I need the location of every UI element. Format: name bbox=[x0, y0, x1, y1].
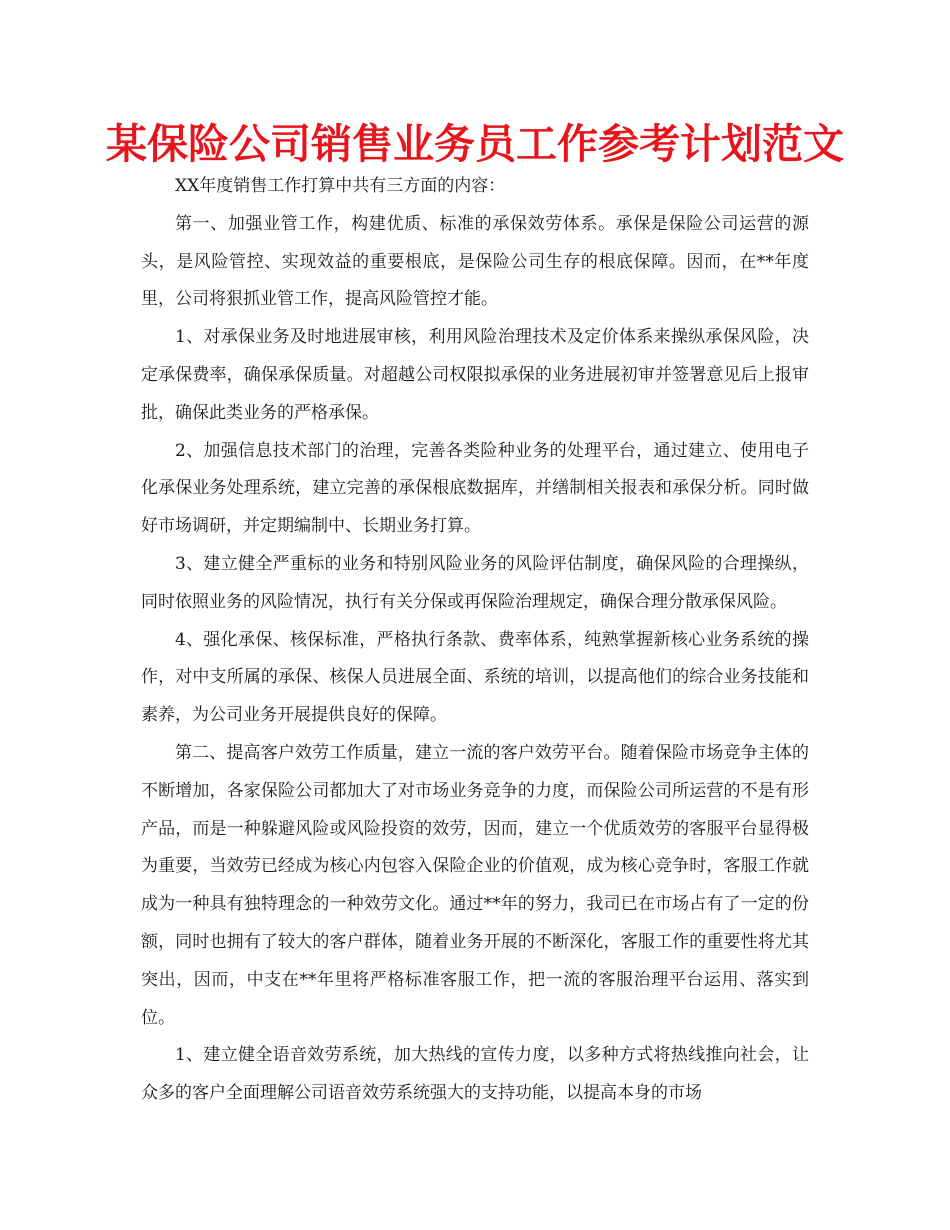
paragraph-item-1-4: 4、强化承保、核保标准，严格执行条款、费率体系，纯熟掌握新核心业务系统的操作，对中支所属的承保、核保人员进展全面、系统的培训，以提高他们的综合业务技能和素养，为公司业务开展提供良好的保障。 bbox=[141, 629, 809, 726]
paragraph-item-1-3: 3、建立健全严重标的业务和特别风险业务的风险评估制度，确保风险的合理操纵，同时依照业务的风险情况，执行有关分保或再保险治理规定，确保合理分散承保风险。 bbox=[141, 553, 809, 612]
paragraph-section-2: 第二、提高客户效劳工作质量，建立一流的客户效劳平台。随着保险市场竞争主体的不断增加，各家保险公司都加大了对市场业务竞争的力度，而保险公司所运营的不是有形产品，而是一种躲避风险或风险投资的效劳，因而，建立一个优质效劳的客服平台显得极为重要，当效劳已经成为核心内包容入保险企业的价值观，成为核心竞争时，客服工作就成为一种具有独特理念的一种效劳文化。通过**年的努力，我司已在市场占有了一定的份额，同时也拥有了较大的客户群体，随着业务开展的不断深化，客服工作的重要性将尤其突出，因而，中支在**年里将严格标准客服工作，把一流的客服治理平台运用、落实到位。 bbox=[141, 742, 809, 1028]
paragraph-item-1-1: 1、对承保业务及时地进展审核，利用风险治理技术及定价体系来操纵承保风险，决定承保费率，确保承保质量。对超越公司权限拟承保的业务进展初审并签署意见后上报审批，确保此类业务的严格承保。 bbox=[141, 327, 809, 423]
document-title: 某保险公司销售业务员工作参考计划范文 bbox=[106, 120, 844, 168]
document-body bbox=[141, 168, 809, 1113]
paragraph-section-1: 第一、加强业管工作，构建优质、标准的承保效劳体系。承保是保险公司运营的源头，是风险管控、实现效益的重要根底，是保险公司生存的根底保障。因而，在**年度里，公司将狠抓业管工作，提高风险管控才能。 bbox=[141, 213, 809, 310]
paragraph-item-2-1: 1、建立健全语音效劳系统，加大热线的宣传力度，以多种方式将热线推向社会，让众多的客户全面理解公司语音效劳系统强大的支持功能，以提高本身的市场 bbox=[141, 1045, 809, 1104]
paragraph-item-1-2: 2、加强信息技术部门的治理，完善各类险种业务的处理平台，通过建立、使用电子化承保业务处理系统，建立完善的承保根底数据库，并缮制相关报表和承保分析。同时做好市场调研，并定期编制中、长期业务打算。 bbox=[141, 440, 809, 537]
paragraph-intro: XX年度销售工作打算中共有三方面的内容： bbox=[175, 176, 506, 196]
